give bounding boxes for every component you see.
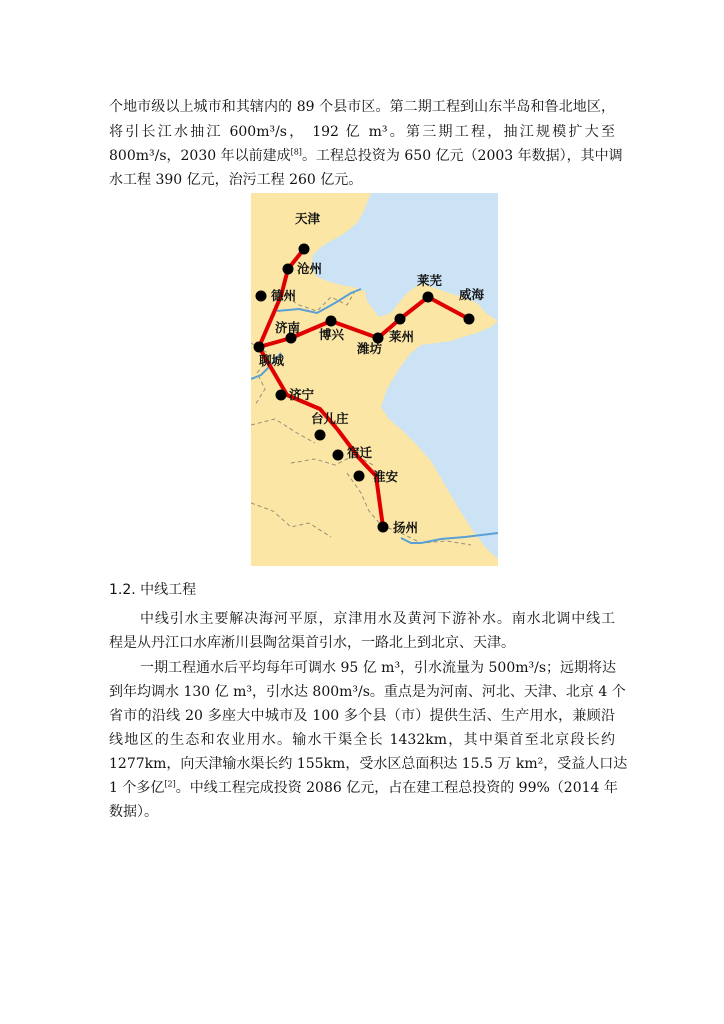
- paragraph-1-line-3: [109, 147, 623, 164]
- citation-2: [2]: [164, 779, 176, 789]
- city-label-weifang: 潍坊: [357, 341, 383, 356]
- paragraph-1-line-4: 水工程 390 亿元，治污工程 260 亿元。: [109, 172, 363, 188]
- paragraph-2-line-2: 程是从丹江口水库淅川县陶岔渠首引水，一路北上到北京、天津。: [109, 635, 515, 651]
- paragraph-3-line-2: 到年均调水 130 亿 m³，引水达 800m³/s。重点是为河南、河北、天津、北京 4 个: [109, 684, 626, 700]
- section-heading: 1.2. 中线工程: [109, 582, 197, 598]
- city-label-suqian: 宿迁: [347, 445, 373, 460]
- city-label-weihai: 威海: [459, 287, 485, 302]
- paragraph-3-line-4: 线地区的生态和农业用水。输水干渠全长 1432km，其中渠首至北京段长约: [109, 732, 615, 748]
- city-label-liaocheng: 聊城: [259, 353, 285, 368]
- paragraph-3-line-6-a: 1 个多亿: [109, 780, 165, 796]
- city-label-jining: 济宁: [289, 387, 315, 402]
- paragraph-2-line-1: 中线引水主要解决海河平原，京津用水及黄河下游补水。南水北调中线工: [140, 611, 615, 627]
- paragraph-1-line-1: 个地市级以上城市和其辖内的 89 个县市区。第二期工程到山东半岛和鲁北地区，: [109, 99, 615, 115]
- paragraph-3-line-1: 一期工程通水后平均每年可调水 95 亿 m³，引水流量为 500m³/s；远期将达: [140, 660, 617, 676]
- city-label-jinan: 济南: [275, 320, 301, 335]
- citation-8: [8]: [290, 147, 302, 157]
- city-label-laiwu: 莱芜: [417, 273, 443, 288]
- paragraph-1-line-3-b: 。工程总投资为 650 亿元（2003 年数据），其中调: [301, 148, 623, 164]
- city-label-dezhou: 德州: [271, 288, 297, 303]
- paragraph-3-line-6: [109, 779, 618, 796]
- paragraph-3-line-3: 省市的沿线 20 多座大中城市及 100 多个县（市）提供生活、生产用水，兼顾沿: [109, 708, 615, 724]
- paragraph-1-line-2: 将引长江水抽江 600m³/s， 192 亿 m³。第三期工程，抽江规模扩大至: [109, 124, 615, 140]
- paragraph-1-line-3-a: 800m³/s，2030 年以前建成: [109, 148, 291, 164]
- paragraph-3-line-5: 1277km，向天津输水渠长约 155km，受水区总面积达 15.5 万 km²，受益人口达: [109, 756, 628, 772]
- city-label-boxing: 博兴: [319, 327, 345, 342]
- city-label-taierzhuang: 台儿庄: [311, 411, 349, 426]
- eastern-route-map: [251, 193, 498, 566]
- city-label-huaian: 淮安: [373, 469, 399, 484]
- paragraph-3-line-7: 数据）。: [109, 804, 158, 820]
- city-label-cangzhou: 沧州: [297, 261, 323, 276]
- city-label-laizhou: 莱州: [389, 329, 415, 344]
- paragraph-3-line-6-b: 。中线工程完成投资 2086 亿元，占在建工程总投资的 99%（2014 年: [175, 780, 618, 796]
- city-label-yangzhou: 扬州: [393, 520, 419, 535]
- city-label-tianjin: 天津: [295, 211, 321, 226]
